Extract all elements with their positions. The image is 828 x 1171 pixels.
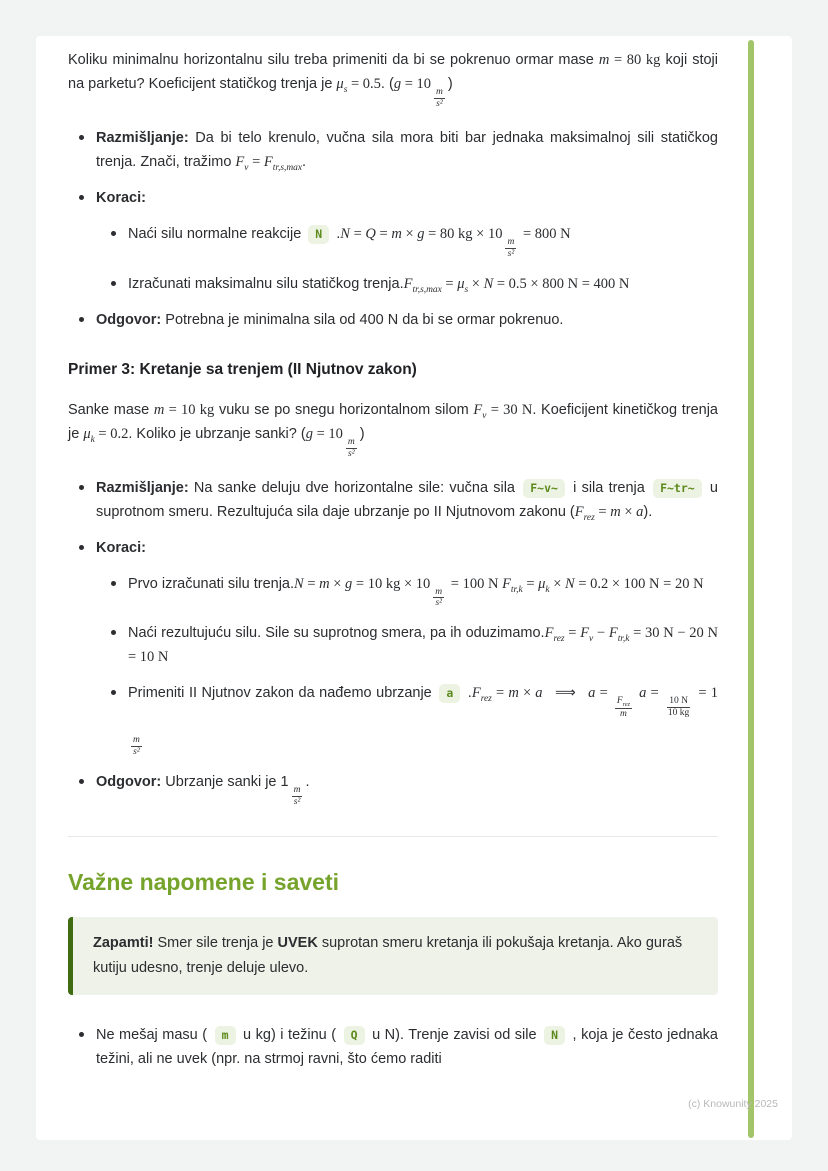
math-fraction: $\frac{m}{\text{s²}}$ (293, 785, 301, 808)
list-item (68, 222, 718, 260)
text-segment: Koliku minimalnu horizontalnu silu treba primeniti da bi se pokrenuo ormar mase (68, 52, 599, 68)
math-segment: N (340, 225, 350, 242)
math-segment: = (375, 225, 392, 242)
right-accent-bar (748, 40, 754, 1138)
list-item (68, 186, 718, 210)
math-segment: m (153, 401, 165, 418)
text-segment: i sila trenja (567, 479, 651, 496)
text-segment: Primeniti II Njutnov zakon da nađemo ubrzanje (128, 685, 437, 702)
list-item-text (128, 222, 718, 260)
math-segment: $F_v$ (235, 153, 249, 173)
math-segment: N (294, 575, 304, 592)
bold-text-segment: Zapamti! (93, 935, 154, 952)
list-item (68, 272, 718, 296)
math-segment: = 0.5 (347, 76, 381, 92)
math-segment: m (319, 575, 330, 592)
math-segment: ⟹ (542, 685, 589, 702)
inline-code-badge: N (308, 225, 329, 244)
list-item (68, 476, 718, 524)
math-segment: $F_{tr,k}$ (502, 575, 523, 595)
text-segment: . Koliko je ubrzanje sanki? ( (128, 425, 306, 442)
math-segment: = (441, 275, 458, 292)
math-segment: $\mu_s$ (457, 275, 469, 295)
list-item-text (96, 536, 718, 560)
list-item (68, 621, 718, 669)
math-segment: = 10 kg × 10 (352, 575, 431, 592)
math-segment: g (393, 76, 402, 92)
list-item-text (128, 621, 718, 669)
math-segment: = 0.2 (94, 425, 129, 442)
text-segment: . (305, 774, 310, 791)
bold-text-segment: Koraci: (96, 539, 146, 556)
bold-text-segment: Razmišljanje: (96, 479, 189, 496)
math-segment: g (417, 225, 425, 242)
divider (68, 836, 718, 837)
math-fraction: $\frac{m}{\text{s²}}$ (435, 586, 443, 609)
math-segment: a (588, 685, 596, 702)
math-segment: m (391, 225, 402, 242)
math-segment: g (345, 575, 353, 592)
math-fraction: $\frac{m}{\text{s²}}$ (347, 436, 355, 459)
text-segment: Naći silu normalne reakcije (128, 225, 306, 242)
inline-code-badge: F~tr~ (653, 479, 702, 498)
math-segment: $\mu_k$ (83, 425, 95, 445)
text-segment: ) (447, 76, 453, 92)
math-segment: $F_{rez}$ (574, 503, 595, 523)
list-item (68, 536, 718, 560)
math-segment: m (610, 503, 621, 520)
math-segment: = (594, 503, 611, 520)
bullet-icon (110, 222, 128, 260)
text-segment: suprotan smeru kretanja ili pokušaja kretanja. Ako guraš kutiju udesno, trenje deluje ulevo. (93, 935, 683, 977)
math-fraction: $\frac{F_{rez}}{m}$ (616, 696, 630, 720)
bullet-icon (78, 308, 96, 332)
bullet-icon (110, 572, 128, 610)
text-segment: Naći rezultujuću silu. Sile su suprotnog smera, pa ih oduzimamo. (128, 625, 545, 642)
math-segment: = 30 N (486, 401, 533, 418)
list-item-text (128, 572, 718, 610)
math-fraction: $\frac{m}{\text{s²}}$ (507, 236, 515, 259)
text-segment: u kg) i težinu ( (238, 1027, 341, 1044)
bold-text-segment: Koraci: (96, 189, 146, 206)
text-segment: . (463, 685, 472, 702)
bullet-icon (110, 272, 128, 296)
text-segment: vuku se po snegu horizontalnom silom (214, 401, 474, 418)
document-card (36, 36, 792, 1140)
text-segment: . Koeficijent kinetičkog trenja je (68, 401, 718, 442)
math-segment: = (595, 685, 612, 702)
math-segment: × (329, 575, 346, 592)
math-segment: = (564, 625, 581, 642)
text-segment: u suprotnom smeru. Rezultujuća sila daje ubrzanje po II Njutnovom zakonu ( (96, 479, 718, 520)
math-segment: = 800 N (519, 225, 571, 242)
math-segment: Q (365, 225, 376, 242)
math-segment: a (636, 503, 644, 520)
math-segment: = 80 kg (609, 52, 661, 68)
list-item-text (96, 126, 718, 174)
math-segment: = 10 (312, 425, 343, 442)
math-segment: N (565, 575, 575, 592)
inline-code-badge: m (215, 1026, 236, 1045)
math-segment: = 100 N (447, 575, 503, 592)
math-segment: = 0.5 × 800 N = 400 N (493, 275, 630, 292)
math-segment: a (535, 685, 543, 702)
math-segment: = 10 (401, 76, 431, 92)
subsection-heading: Primer 3: Kretanje sa trenjem (II Njutnov zakon) (68, 360, 417, 378)
math-segment: = (522, 575, 539, 592)
inline-code-badge: N (544, 1026, 565, 1045)
bullet-icon (78, 126, 96, 174)
section-heading: Važne napomene i saveti (68, 869, 340, 896)
list-item-text (96, 308, 718, 332)
text-segment: . ( (380, 76, 394, 92)
paragraph (68, 398, 718, 460)
math-fraction: $\frac{m}{\text{s²}}$ (436, 87, 443, 109)
math-segment: $F_v$ (580, 625, 594, 645)
math-segment: = 10 kg (164, 401, 215, 418)
math-segment: $\mu_s$ (336, 76, 348, 95)
callout-text (93, 931, 698, 981)
document-content (68, 48, 718, 1071)
list-item-text (96, 1023, 718, 1071)
bullet-icon (78, 476, 96, 524)
list-item-text (128, 272, 718, 296)
math-segment: × (549, 575, 566, 592)
math-segment: g (305, 425, 313, 442)
math-segment: a (639, 685, 647, 702)
text-segment: ). (643, 503, 653, 520)
math-segment: × (401, 225, 418, 242)
text-segment: Ubrzanje sanki je 1 (161, 774, 289, 791)
text-segment: Da bi telo krenulo, vučna sila mora biti bar jednaka maksimalnoj sili statičkog trenja. Znači, tražimo (96, 129, 718, 170)
list-item (68, 770, 718, 808)
text-segment: Potrebna je minimalna sila od 400 N da bi se ormar pokrenuo. (161, 311, 564, 328)
math-segment: = 30 N − 20 N = 10 N (128, 625, 718, 666)
text-segment: . (302, 153, 307, 170)
text-segment: , koja je često jednaka težini, ali ne uvek (npr. na strmoj ravni, što ćemo raditi (96, 1027, 718, 1068)
math-segment: $F_v$ (473, 401, 487, 421)
list-item-text (96, 186, 718, 210)
text-segment: Ne mešaj masu ( (96, 1027, 212, 1044)
math-segment: × (468, 275, 484, 292)
math-segment: − (593, 625, 609, 642)
bullet-icon (78, 186, 96, 210)
math-segment: × (518, 685, 536, 702)
math-segment: = 0.2 × 100 N = 20 N (574, 575, 704, 592)
list-item-text (96, 476, 718, 524)
math-segment: N (483, 275, 494, 292)
math-segment: m (598, 52, 610, 68)
watermark: (c) Knowunity 2025 (688, 1098, 778, 1110)
inline-code-badge: Q (344, 1026, 365, 1045)
text-segment: Sanke mase (68, 401, 154, 418)
bullet-icon (78, 770, 96, 808)
bullet-icon (78, 1023, 96, 1071)
inline-code-badge: F~v~ (523, 479, 565, 498)
text-segment: ) (359, 425, 365, 442)
math-segment: $F_{rez}$ (544, 625, 565, 645)
bold-text-segment: Razmišljanje: (96, 129, 189, 146)
math-segment: = (646, 685, 663, 702)
list-item-text (128, 681, 718, 758)
bullet-icon (78, 536, 96, 560)
text-segment: Smer sile trenja je (153, 935, 278, 952)
text-segment: Izračunati maksimalnu silu statičkog trenja. (128, 275, 404, 292)
list-item (68, 681, 718, 758)
math-segment: m (508, 685, 519, 702)
text-segment: u N). Trenje zavisi od sile (367, 1027, 542, 1044)
bold-text-segment: Odgovor: (96, 774, 162, 791)
bullet-icon (110, 681, 128, 758)
math-segment: $F_{tr,k}$ (608, 625, 630, 645)
list-item (68, 126, 718, 174)
inline-code-badge: a (439, 684, 460, 703)
list-item (68, 308, 718, 332)
math-fraction: $\frac{10 N}{10 kg}$ (667, 696, 690, 719)
bold-text-segment: UVEK (277, 935, 318, 952)
math-segment: = (349, 225, 366, 242)
math-segment: $F_{tr,s,max}$ (403, 275, 442, 295)
list-item (68, 1023, 718, 1071)
text-segment: . (332, 225, 341, 242)
list-item (68, 572, 718, 610)
bold-text-segment: Odgovor: (96, 311, 162, 328)
text-segment: koji stoji na parketu? Koeficijent statičkog trenja je (68, 52, 718, 92)
text-segment: Na sanke deluju dve horizontalne sile: vučna sila (188, 479, 521, 496)
text-segment: Prvo izračunati silu trenja. (128, 575, 295, 592)
list-item-text (96, 770, 718, 808)
math-segment: × (620, 503, 637, 520)
math-segment: $\mu_k$ (538, 575, 550, 595)
callout-note (68, 917, 718, 995)
paragraph (68, 48, 718, 110)
math-segment: = (248, 153, 264, 170)
math-segment: = (491, 685, 509, 702)
math-fraction: $\frac{m}{\text{s²}}$ (133, 735, 140, 758)
math-segment: = (303, 575, 320, 592)
math-segment: $F_{rez}$ (471, 685, 492, 705)
math-segment: $F_{tr,s,max}$ (263, 153, 303, 173)
math-segment: = 80 kg × 10 (424, 225, 503, 242)
bullet-icon (110, 621, 128, 669)
math-segment: = 1 (694, 685, 718, 702)
